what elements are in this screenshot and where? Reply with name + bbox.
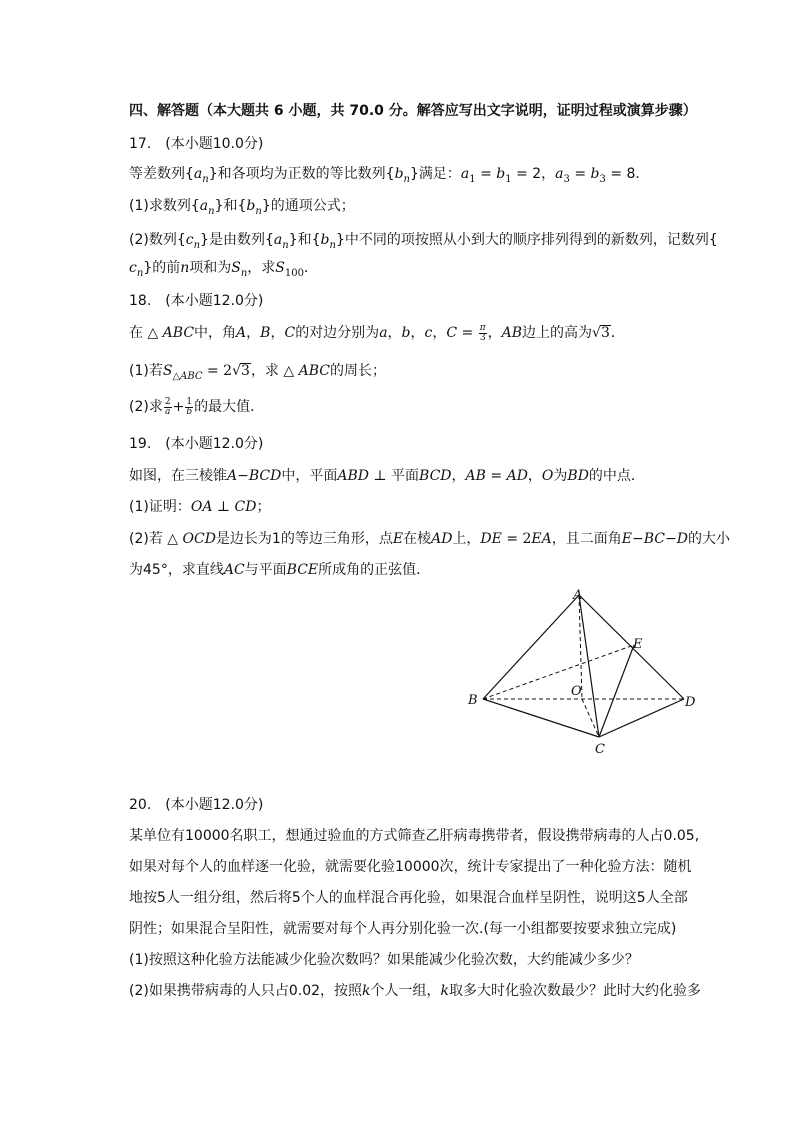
q18-header: 18. (本小题12.0分): [129, 293, 264, 309]
q17-header: 17. (本小题10.0分): [129, 136, 264, 152]
q20-line1: 某单位有10000名职工，想通过验血的方式筛查乙肝病毒携带者，假设携带病毒的人占0.05,: [129, 828, 700, 844]
section-heading: 四、解答题（本大题共 6 小题，共 70.0 分。解答应写出文字说明，证明过程或演算步骤）: [129, 103, 697, 119]
label-B: B: [468, 693, 478, 708]
label-D: D: [685, 695, 696, 710]
label-A: A: [573, 588, 583, 603]
q19-part1: (1)证明：OA ⊥ CD；: [129, 499, 271, 515]
edge-AC: [579, 595, 599, 737]
q17-part2-line2: $c_n$}的前n项和为$S_n$，求$S_{100}$．: [129, 260, 318, 279]
edge-BE-hidden: [483, 645, 634, 699]
q18-statement: 在 △ ABC中，角A，B，C的对边分别为a，b，c，C = $\frac{\pi}{3}$ ，AB边上的高为√3．: [129, 322, 625, 343]
q20-line2: 如果对每个人的血样逐一化验，就需要化验10000次，统计专家提出了一种化验方法：随机: [129, 859, 692, 875]
label-E: E: [633, 637, 643, 652]
q20-part1: (1)按照这种化验方法能减少化验次数吗？如果能减少化验次数，大约能减少多少？: [129, 952, 639, 968]
edge-AD: [579, 595, 684, 699]
q17-part1: (1)求数列$\{a_n\}$和$\{b_n\}$的通项公式；: [129, 198, 355, 217]
tetrahedron-figure: [460, 585, 705, 760]
q18-part1: (1)若$S_{\triangle ABC} = 2√3$，求 △ ABC的周长；: [129, 363, 386, 382]
q19-part2-line1: (2)若 △ OCD是边长为1的等边三角形，点E在棱AD上，DE = 2EA，且二面角E−BC−D的大小: [129, 531, 730, 547]
q20-line4: 阴性；如果混合呈阳性，就需要对每个人再分别化验一次.(每一小组都要按要求独立完成): [129, 921, 677, 937]
label-C: C: [595, 742, 605, 757]
q18-part2: (2)求 $\frac{2}{a}$ + $\frac{1}{b}$ 的最大值．: [129, 396, 265, 417]
q19-header: 19. (本小题12.0分): [129, 436, 264, 452]
q20-header: 20. (本小题12.0分): [129, 797, 264, 813]
q20-line3: 地按5人一组分组，然后将5个人的血样混合再化验，如果混合血样呈阴性，说明这5人全部: [129, 890, 688, 906]
q19-statement: 如图，在三棱锥A−BCD中，平面ABD ⊥ 平面BCD，AB = AD，O为BD的中点．: [129, 468, 645, 484]
q19-part2-line2: 为45°，求直线AC与平面BCE所成角的正弦值．: [129, 562, 431, 578]
q17-statement: 等差数列$\{a_n\}$和各项均为正数的等比数列$\{b_n\}$满足：$a_1 = b_1 = 2$，$a_3 = b_3 = 8$．: [129, 166, 650, 185]
q20-part2: (2)如果携带病毒的人只占0.02，按照k个人一组，k取多大时化验次数最少？此时大约化验多: [129, 983, 701, 999]
edge-AB: [483, 595, 579, 699]
q17-part2-line1: (2)数列$\{c_n\}$是由数列$\{a_n\}$和$\{b_n\}$中不同的项按照从小到大的顺序排列得到的新数列，记数列{: [129, 232, 718, 251]
edge-BC: [483, 699, 599, 737]
label-O: O: [571, 684, 582, 699]
